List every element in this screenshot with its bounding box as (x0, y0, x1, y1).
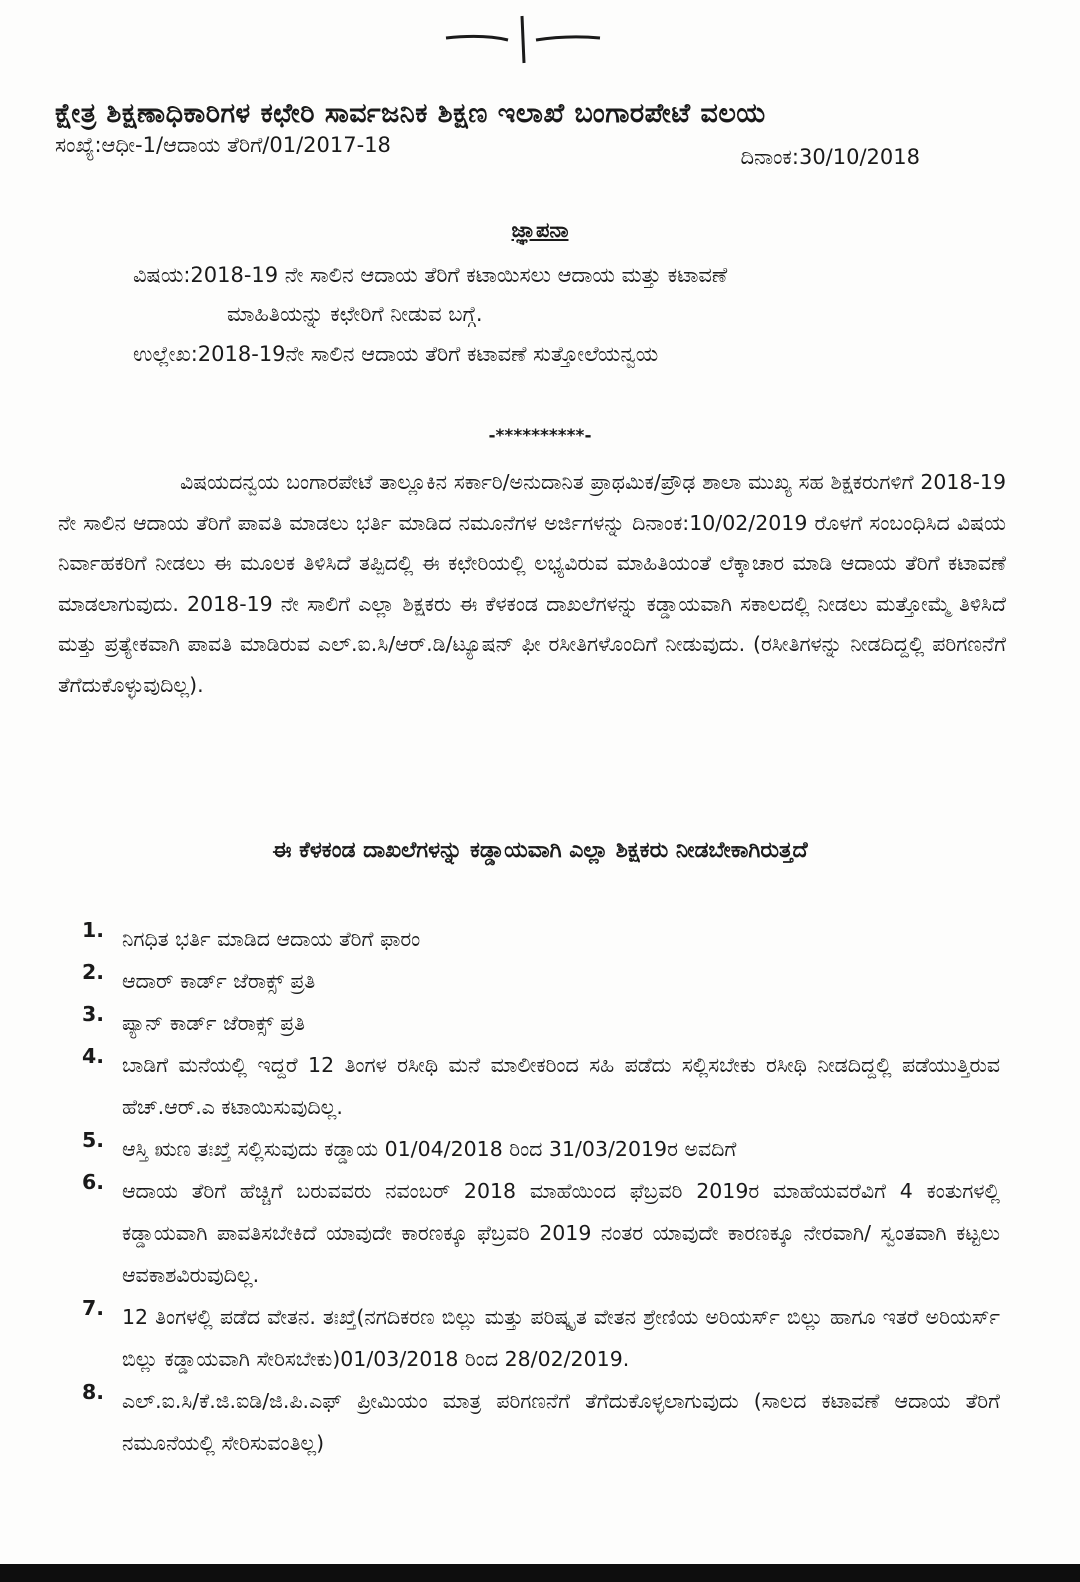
document-date: ದಿನಾಂಕ:30/10/2018 (740, 145, 920, 169)
list-item-number: 5. (82, 1128, 105, 1152)
list-item-number: 7. (82, 1296, 105, 1320)
subject-line-1: ವಿಷಯ:2018-19 ನೇ ಸಾಲಿನ ಆದಾಯ ತೆರಿಗೆ ಕಟಾಯಿಸಲು ಆದಾಯ ಮತ್ತು ಕಟಾವಣೆ (133, 263, 728, 287)
list-item (82, 960, 1000, 1002)
reference-line: ಉಲ್ಲೇಖ:2018-19ನೇ ಸಾಲಿನ ಆದಾಯ ತೆರಿಗೆ ಕಟಾವಣೆ ಸುತ್ತೋಲೆಯನ್ವಯ (133, 342, 659, 366)
list-item-text: ಆಸ್ತಿ ಋಣ ತಃಖ್ತೆ ಸಲ್ಲಿಸುವುದು ಕಡ್ಡಾಯ 01/04/2018 ರಿಂದ 31/03/2019ರ ಅವದಿಗೆ (122, 1137, 737, 1161)
list-item-number: 3. (82, 1002, 105, 1026)
notice-title: ಜ್ಞಾಪನಾ (511, 218, 569, 242)
page-number-mark (438, 8, 608, 72)
body-paragraph (58, 462, 1006, 706)
list-item-number: 2. (82, 960, 105, 984)
list-item-text: 12 ತಿಂಗಳಲ್ಲಿ ಪಡೆದ ವೇತನ. ತಃಖ್ತೆ(ನಗದಿಕರಣ ಬಿಲ್ಲು ಮತ್ತು ಪರಿಷ್ಕೃತ ವೇತನ ಶ್ರೇಣಿಯ ಅರಿಯರ್ಸ್ ಬಿಲ್ಲು ಹಾಗೂ ಇತರೆ ಅರಿಯರ್ಸ್ ಬಿಲ್ಲು ಕಡ್ಡಾಯವಾಗಿ ಸೇರಿಸಬೇಕು)01/03/2018 ರಿಂದ 28/02/2019. (122, 1305, 1000, 1371)
list-item (82, 918, 1000, 960)
list-item-number: 8. (82, 1380, 105, 1404)
list-item (82, 1296, 1000, 1380)
bottom-edge-strip (0, 1564, 1080, 1582)
list-item-number: 6. (82, 1170, 105, 1194)
reference-number: ಸಂಖ್ಯೆ:ಆಧೀ-1/ಆದಾಯ ತೆರಿಗೆ/01/2017-18 (55, 133, 391, 157)
list-item-text: ಎಲ್.ಐ.ಸಿ/ಕೆ.ಜಿ.ಐಡಿ/ಜಿ.ಪಿ.ಎಫ್ ಪ್ರೀಮಿಯಂ ಮಾತ್ರ ಪರಿಗಣನೆಗೆ ತೆಗೆದುಕೊಳ್ಳಲಾಗುವುದು (ಸಾಲದ ಕಟಾವಣೆ ಆದಾಯ ತೆರಿಗೆ ನಮೂನೆಯಲ್ಲಿ ಸೇರಿಸುವಂತಿಲ್ಲ) (122, 1389, 1000, 1455)
page-mark-stroke (438, 8, 608, 68)
list-item-text: ನಿಗಧಿತ ಭರ್ತಿ ಮಾಡಿದ ಆದಾಯ ತೆರಿಗೆ ಫಾರಂ (122, 927, 421, 951)
list-item (82, 1128, 1000, 1170)
list-item-number: 1. (82, 918, 105, 942)
subject-line-2: ಮಾಹಿತಿಯನ್ನು ಕಛೇರಿಗೆ ನೀಡುವ ಬಗ್ಗೆ. (227, 302, 483, 326)
office-title: ಕ್ಷೇತ್ರ ಶಿಕ್ಷಣಾಧಿಕಾರಿಗಳ ಕಛೇರಿ ಸಾರ್ವಜನಿಕ ಶಿಕ್ಷಣ ಇಲಾಖೆ ಬಂಗಾರಪೇಟೆ ವಲಯ (55, 98, 766, 129)
separator: -**********- (488, 426, 592, 446)
list-item-text: ಆದಾಯ ತೆರಿಗೆ ಹೆಚ್ಚಿಗೆ ಬರುವವರು ನವಂಬರ್ 2018 ಮಾಹೆಯಿಂದ ಫೆಬ್ರವರಿ 2019ರ ಮಾಹೆಯವರೆವಿಗೆ 4 ಕಂತುಗಳಲ್ಲಿ ಕಡ್ಡಾಯವಾಗಿ ಪಾವತಿಸಬೇಕಿದೆ ಯಾವುದೇ ಕಾರಣಕ್ಕೂ ಫೆಬ್ರವರಿ 2019 ನಂತರ ಯಾವುದೇ ಕಾರಣಕ್ಕೂ ನೇರವಾಗಿ/ ಸ್ವಂತವಾಗಿ ಕಟ್ಟಲು ಆವಕಾಶವಿರುವುದಿಲ್ಲ. (122, 1179, 1000, 1287)
body-paragraph-text: ವಿಷಯದನ್ವಯ ಬಂಗಾರಪೇಟೆ ತಾಲ್ಲೂಕಿನ ಸರ್ಕಾರಿ/ಅನುದಾನಿತ ಪ್ರಾಥಮಿಕ/ಪ್ರೌಢ ಶಾಲಾ ಮುಖ್ಯ ಸಹ ಶಿಕ್ಷಕರುಗಳಿಗೆ 2018-19 ನೇ ಸಾಲಿನ ಆದಾಯ ತೆರಿಗೆ ಪಾವತಿ ಮಾಡಲು ಭರ್ತಿ ಮಾಡಿದ ನಮೂನೆಗಳ ಅರ್ಜಿಗಳನ್ನು ದಿನಾಂಕ:10/02/2019 ರೊಳಗೆ ಸಂಬಂಧಿಸಿದ ವಿಷಯ ನಿರ್ವಾಹಕರಿಗೆ ನೀಡಲು ಈ ಮೂಲಕ ತಿಳಿಸಿದೆ ತಪ್ಪಿದಲ್ಲಿ ಈ ಕಛೇರಿಯಲ್ಲಿ ಲಭ್ಯವಿರುವ ಮಾಹಿತಿಯಂತೆ ಲೆಕ್ಕಾಚಾರ ಮಾಡಿ ಆದಾಯ ತೆರಿಗೆ ಕಟಾವಣೆ ಮಾಡಲಾಗುವುದು. 2018-19 ನೇ ಸಾಲಿಗೆ ಎಲ್ಲಾ ಶಿಕ್ಷಕರು ಈ ಕೆಳಕಂಡ ದಾಖಲೆಗಳನ್ನು ಕಡ್ಡಾಯವಾಗಿ ಸಕಾಲದಲ್ಲಿ ನೀಡಲು ಮತ್ತೋಮ್ಮೆ ತಿಳಿಸಿದೆ ಮತ್ತು ಪ್ರತ್ಯೇಕವಾಗಿ ಪಾವತಿ ಮಾಡಿರುವ ಎಲ್.ಐ.ಸಿ/ಆರ್.ಡಿ/ಟ್ಯೂಷನ್ ಫೀ ರಸೀತಿಗಳೊಂದಿಗೆ ನೀಡುವುದು. (ರಸೀತಿಗಳನ್ನು ನೀಡದಿದ್ದಲ್ಲಿ ಪರಿಗಣನೆಗೆ ತೆಗೆದುಕೊಳ್ಳುವುದಿಲ್ಲ). (58, 470, 1006, 697)
list-item-text: ಬಾಡಿಗೆ ಮನೆಯಲ್ಲಿ ಇದ್ದರೆ 12 ತಿಂಗಳ ರಸೀಥಿ ಮನೆ ಮಾಲೀಕರಿಂದ ಸಹಿ ಪಡೆದು ಸಲ್ಲಿಸಬೇಕು ರಸೀಥಿ ನೀಡದಿದ್ದಲ್ಲಿ ಪಡೆಯುತ್ತಿರುವ ಹೆಚ್.ಆರ್.ಎ ಕಟಾಯಿಸುವುದಿಲ್ಲ. (122, 1053, 1000, 1119)
list-item (82, 1002, 1000, 1044)
documents-list (82, 918, 1000, 1464)
list-item-text: ಪ್ಯಾನ್ ಕಾರ್ಡ್ ಜೆರಾಕ್ಸ್ ಪ್ರತಿ (122, 1011, 305, 1035)
list-item-number: 4. (82, 1044, 105, 1068)
list-item (82, 1380, 1000, 1464)
list-item (82, 1044, 1000, 1128)
instructions-heading: ಈ ಕೆಳಕಂಡ ದಾಖಲೆಗಳನ್ನು ಕಡ್ಡಾಯವಾಗಿ ಎಲ್ಲಾ ಶಿಕ್ಷಕರು ನೀಡಬೇಕಾಗಿರುತ್ತದೆ (272, 838, 808, 863)
list-item-text: ಆದಾರ್ ಕಾರ್ಡ್ ಜೆರಾಕ್ಸ್ ಪ್ರತಿ (122, 969, 316, 993)
list-item (82, 1170, 1000, 1296)
